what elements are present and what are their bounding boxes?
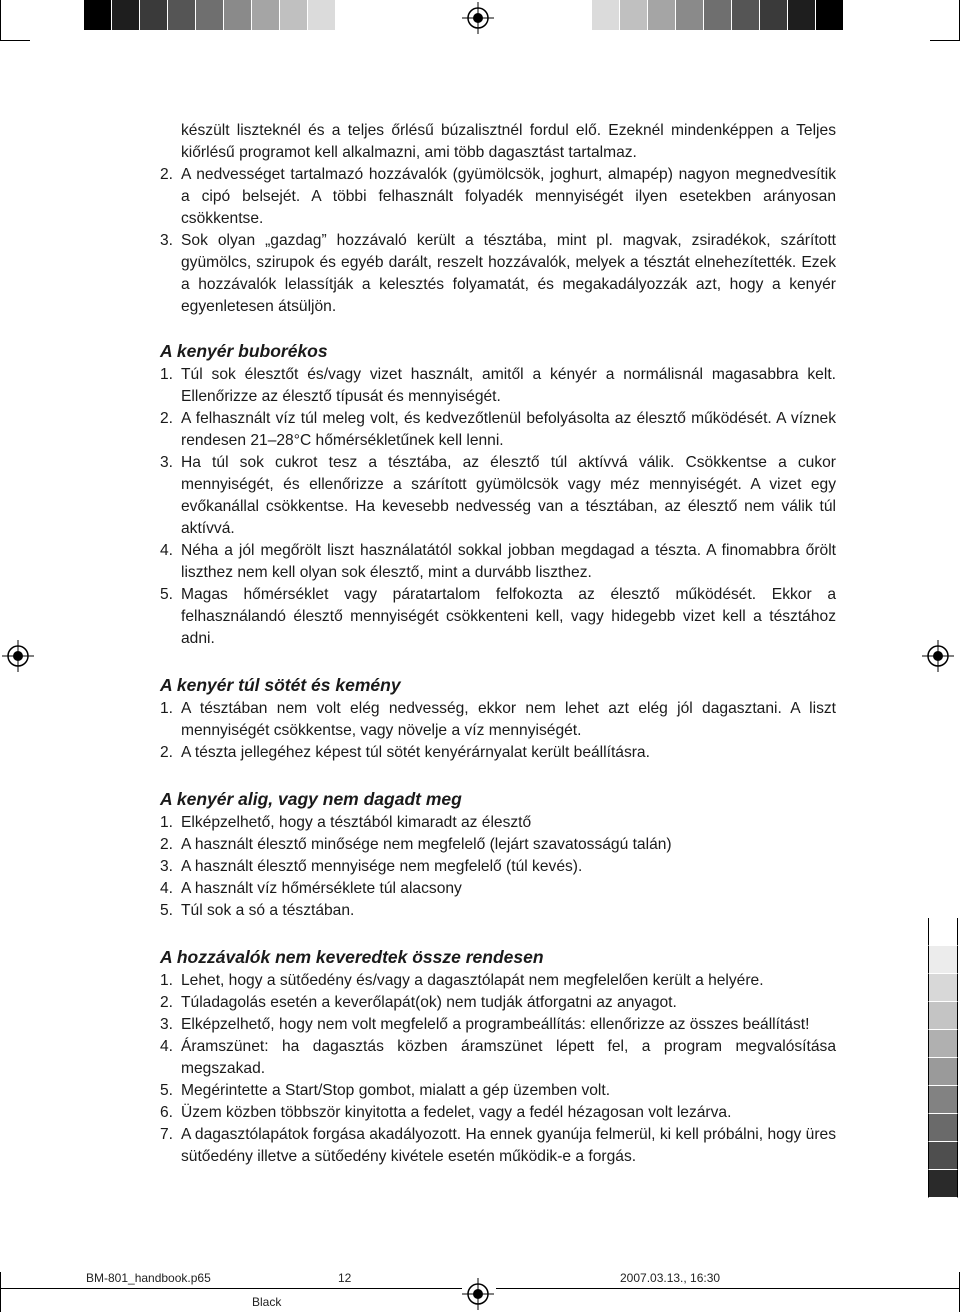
gray-scale-strip [928, 918, 958, 1198]
list-item: 7. A dagasztólapátok forgása akadályozott. Ha ennek gyanúja felmerül, ki kell próbálni, hogy üres sütőedény illetve a sütőedény kivétele esetén működik-e a forgás. [160, 1126, 836, 1165]
color-swatch [252, 0, 280, 30]
color-swatch [280, 0, 308, 30]
list-item: 5. Megérintette a Start/Stop gombot, mialatt a gép üzemben volt. [160, 1082, 611, 1099]
section-title: A hozzávalók nem keveredtek össze rendesen [160, 947, 544, 967]
list-item: 1. A tésztában nem volt elég nedvesség, ekkor nem lehet azt elég jól dagasztani. A liszt mennyiségét csökkentse, vagy növelje a víz mennyiségét. [160, 700, 836, 739]
list-item: 4. A használt víz hőmérséklete túl alacsony [160, 880, 462, 897]
gray-swatch [928, 1086, 958, 1114]
crop-mark [0, 1272, 1, 1312]
gray-swatch [928, 918, 958, 946]
crop-mark [0, 0, 1, 40]
color-swatch [564, 0, 592, 30]
color-swatch [704, 0, 732, 30]
gray-swatch [928, 1142, 958, 1170]
color-swatch [732, 0, 760, 30]
list-item: 2. A használt élesztő minősége nem megfelelő (lejárt szavatosságú talán) [160, 836, 672, 853]
registration-mark-icon [2, 640, 34, 672]
list-item: 6. Üzem közben többször kinyitotta a fedelet, vagy a fedél hézagosan volt lezárva. [160, 1104, 732, 1121]
color-swatch [620, 0, 648, 30]
footer-datetime: 2007.03.13., 16:30 [620, 1271, 721, 1285]
color-swatch [112, 0, 140, 30]
color-swatch [816, 0, 844, 30]
footer-filename: BM-801_handbook.p65 [86, 1271, 211, 1285]
section-ingredients-not-mixed [160, 945, 836, 1168]
list-item: 2. A tészta jellegéhez képest túl sötét kenyérárnyalat került beállításra. [160, 744, 650, 761]
footer-rule [496, 1288, 960, 1289]
crop-mark [0, 40, 30, 41]
list-item: 3. A használt élesztő mennyisége nem megfelelő (túl kevés). [160, 858, 583, 875]
intro-paragraph: készült liszteknél és a teljes őrlésű búzalisztnél fordul elő. Ezeknél mindenképpen a Teljes kiőrlésű programot kell alkalmazni, ami több dagasztást tartalmaz. [181, 122, 836, 161]
footer-page-number: 12 [338, 1271, 352, 1285]
section-dark-hard-bread [160, 673, 836, 764]
color-swatch [676, 0, 704, 30]
list-item: 2. Túladagolás esetén a keverőlapát(ok) nem tudják átforgatni az anyagot. [160, 994, 677, 1011]
gray-swatch [928, 1030, 958, 1058]
crop-mark [930, 40, 960, 41]
list-item: 3. Ha túl sok cukrot tesz a tésztába, az élesztő túl aktívvá válik. Csökkentse a cukor mennyiségét, és ellenőrizze a szárított gyümölcsök vagy méz mennyiségét. A vizet egy evőkanállal csökkentse. Ha kevesebb nedvesség van a tésztában, az élesztő nem válik túl aktívvá. [160, 454, 836, 537]
document-body [160, 120, 836, 1168]
registration-mark-icon [462, 2, 494, 34]
list-item: 5. Túl sok a só a tésztában. [160, 902, 355, 919]
gray-swatch [928, 1002, 958, 1030]
list-item: 3. Sok olyan „gazdag” hozzávaló került a tésztába, mint pl. magvak, zsiradékok, szárított gyümölcs, szirupok és egyéb darált, reszelt hozzávalók, melyek a tésztát elnehezítették. Ezek a hozzávalók lelassítják a kelesztés folyamatát, és megakadályozzák azt, hogy a kenyér egyenletesen átsüljön. [160, 232, 836, 315]
color-swatch [196, 0, 224, 30]
color-swatch [168, 0, 196, 30]
list-item: 1. Elképzelhető, hogy a tésztából kimaradt az élesztő [160, 814, 532, 831]
footer-rule [0, 1288, 462, 1289]
gray-swatch [928, 1114, 958, 1142]
list-item: 3. Elképzelhető, hogy nem volt megfelelő a programbeállítás: ellenőrizze az összes beállítást! [160, 1016, 810, 1033]
section-title: A kenyér túl sötét és kemény [160, 675, 401, 695]
gray-swatch [928, 946, 958, 974]
list-item: 2. A felhasznált víz túl meleg volt, és kedvezőtlenül befolyásolta az élesztő működését. A víznek rendesen 21–28°C hőmérsékletűnek kell lenni. [160, 410, 836, 449]
registration-mark-icon [922, 640, 954, 672]
color-swatch [84, 0, 112, 30]
color-swatch [308, 0, 336, 30]
list-item: 5. Magas hőmérséklet vagy páratartalom felfokozta az élesztő működését. Ekkor a felhasználandó élesztő mennyiségét csökkenteni kell, vagy hidegebb vizet kell a tésztához adni. [160, 586, 836, 647]
color-swatch [224, 0, 252, 30]
section-title: A kenyér buborékos [160, 341, 328, 361]
color-swatch [788, 0, 816, 30]
registration-mark-icon [462, 1278, 494, 1310]
list-item: 4. Áramszünet: ha dagasztás közben áramszünet lépett fel, a program megvalósítása megszakad. [160, 1038, 836, 1077]
list-item: 4. Néha a jól megőrölt liszt használatától sokkal jobban megdagad a tészta. A finomabbra őrölt liszthez nem kell olyan sok élesztő, mint a durvább liszthez. [160, 542, 836, 581]
list-item: 1. Lehet, hogy a sütőedény és/vagy a dagasztólapát nem megfelelően került a helyére. [160, 972, 764, 989]
gray-swatch [928, 1170, 958, 1198]
color-swatch [140, 0, 168, 30]
list-item: 1. Túl sok élesztőt és/vagy vizet használt, amitől a kényér a normálisnál magasabbra kelt. Ellenőrizze az élesztő típusát és mennyiségét. [160, 366, 836, 405]
color-bar-right [564, 0, 844, 30]
color-bar-left [84, 0, 364, 30]
section-bread-not-risen [160, 787, 836, 922]
color-swatch [336, 0, 364, 30]
list-item: 2. A nedvességet tartalmazó hozzávalók (gyümölcsök, joghurt, almapép) nagyon megnedvesítik a cipó belsejét. A többi felhasznált folyadék mennyiségét ilyen esetekben arányosan csökkentse. [160, 166, 836, 227]
gray-swatch [928, 974, 958, 1002]
color-swatch [592, 0, 620, 30]
color-swatch [648, 0, 676, 30]
color-swatch [760, 0, 788, 30]
section-title: A kenyér alig, vagy nem dagadt meg [160, 789, 462, 809]
footer-color-name: Black [252, 1295, 282, 1309]
intro-list [160, 164, 836, 318]
gray-swatch [928, 1058, 958, 1086]
section-bubbly-bread [160, 339, 836, 650]
